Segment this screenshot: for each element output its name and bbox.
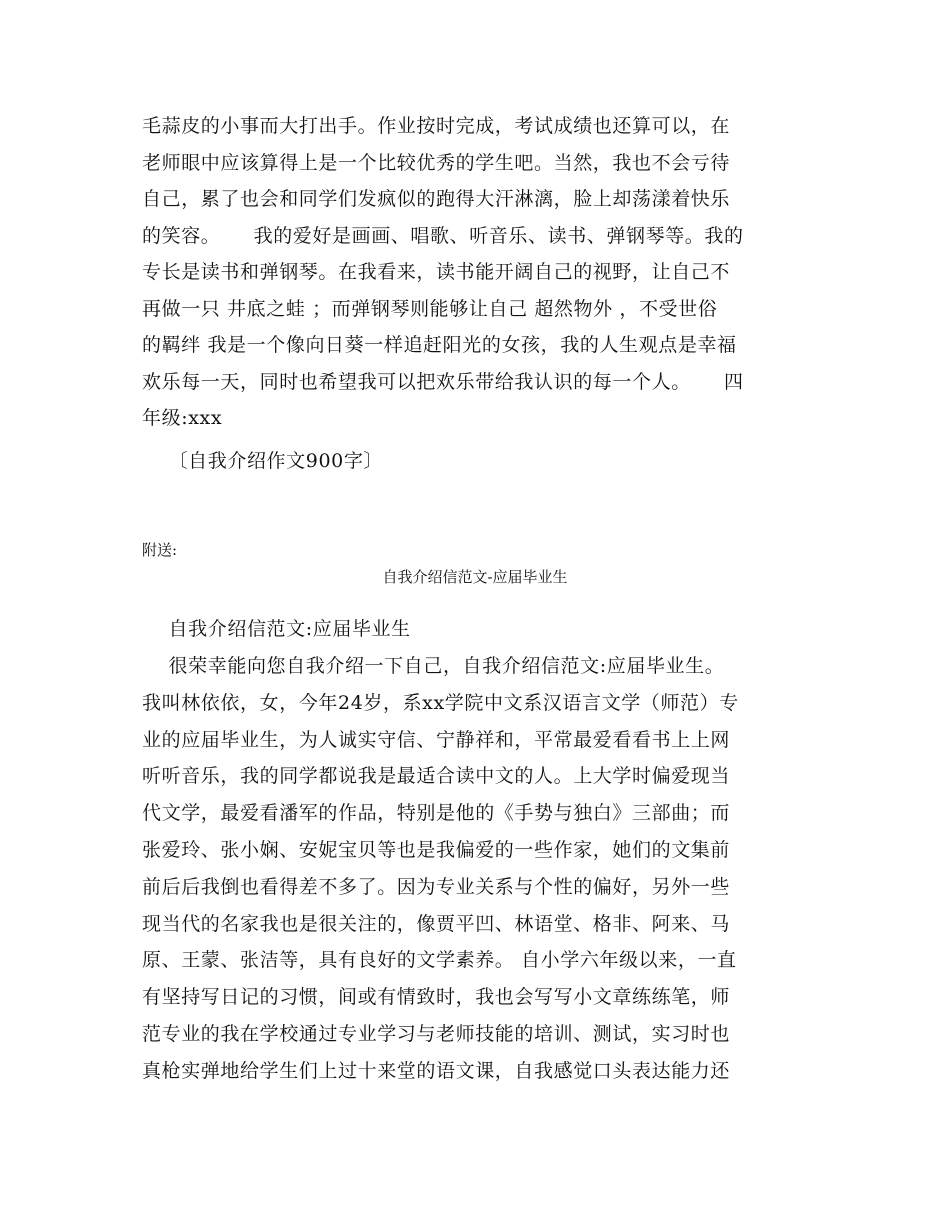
text-line: 自己，累了也会和同学们发疯似的跑得大汗淋漓，脸上却荡漾着快乐 <box>142 188 731 210</box>
text-line: 再做一只 井底之蛙 ；而弹钢琴则能够让自己 超然物外 ，不受世俗 <box>142 297 718 320</box>
letter-body <box>142 648 807 1090</box>
essay-body <box>142 108 807 437</box>
text-line: 欢乐每一天，同时也希望我可以把欢乐带给我认识的每一个人。 四 <box>142 370 744 393</box>
text-line: 范专业的我在学校通过专业学习与老师技能的培训、测试，实习时也 <box>142 1022 731 1045</box>
appendix-label: 附送: <box>142 541 178 559</box>
text-line: 有坚持写日记的习惯，间或有情致时，我也会写写小文章练练笔，师 <box>142 986 731 1009</box>
text-line: 真枪实弹地给学生们上过十来堂的语文课，自我感觉口头表达能力还 <box>142 1059 731 1082</box>
text-line: 很荣幸能向您自我介绍一下自己，自我介绍信范文:应届毕业生。 <box>142 655 725 677</box>
letter-subtitle: 自我介绍信范文:应届毕业生 <box>142 618 411 640</box>
text-line: 专长是读书和弹钢琴。在我看来，读书能开阔自己的视野，让自己不 <box>142 261 731 283</box>
text-line: 代文学，最爱看潘军的作品，特别是他的《手势与独白》三部曲；而 <box>142 802 731 825</box>
text-line: 的笑容。 我的爱好是画画、唱歌、听音乐、读书、弹钢琴等。我的 <box>142 224 744 247</box>
text-line: 年级:xxx <box>142 407 223 429</box>
text-line: 听听音乐，我的同学都说我是最适合读中文的人。上大学时偏爱现当 <box>142 765 731 788</box>
essay-caption: 〔自我介绍作文900字〕 <box>142 450 384 472</box>
text-line: 业的应届毕业生，为人诚实守信、宁静祥和，平常最爱看看书上上网 <box>142 728 731 751</box>
text-line: 现当代的名家我也是很关注的，像贾平凹、林语堂、格非、阿来、马 <box>142 912 731 935</box>
text-line: 前后后我倒也看得差不多了。因为专业关系与个性的偏好，另外一些 <box>142 875 731 898</box>
text-line: 的羁绊 我是一个像向日葵一样追赶阳光的女孩，我的人生观点是幸福 <box>142 334 737 356</box>
text-line: 张爱玲、张小娴、安妮宝贝等也是我偏爱的一些作家，她们的文集前 <box>142 838 731 861</box>
text-line: 原、王蒙、张洁等，具有良好的文学素养。 自小学六年级以来，一直 <box>142 949 737 972</box>
text-line: 老师眼中应该算得上是一个比较优秀的学生吧。当然，我也不会亏待 <box>142 151 731 174</box>
text-line: 我叫林依依，女，今年24岁，系xx学院中文系汉语言文学（师范）专 <box>142 691 739 714</box>
appendix-title: 自我介绍信范文-应届毕业生 <box>382 568 568 586</box>
text-line: 毛蒜皮的小事而大打出手。作业按时完成，考试成绩也还算可以，在 <box>142 115 731 137</box>
